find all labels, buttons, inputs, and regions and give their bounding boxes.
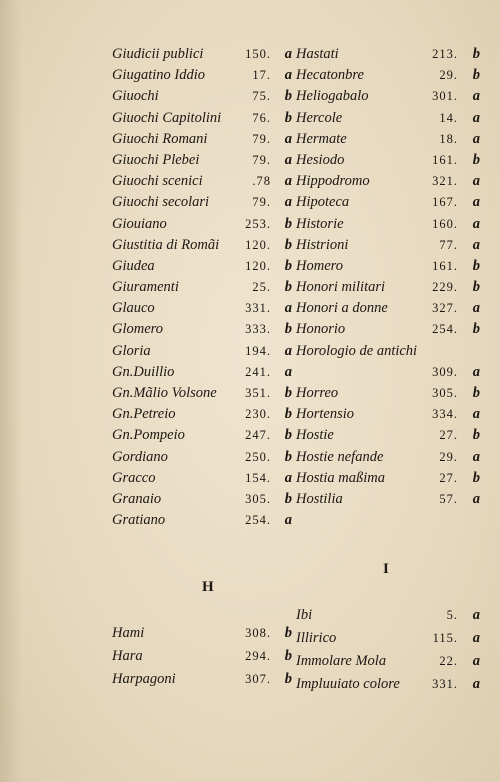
entry-column-letter: b — [472, 469, 480, 486]
entry-column-letter: b — [284, 279, 292, 296]
index-entry — [112, 468, 295, 489]
entry-term: Immolare Mola — [296, 653, 387, 669]
entry-column-letter: a — [284, 130, 292, 147]
index-entry — [296, 362, 482, 383]
entry-term: Impluuiato colore — [296, 676, 400, 692]
entry-term: Hostie — [296, 427, 334, 444]
entry-term: Honori a donne — [296, 300, 388, 317]
entry-page-number: 213. — [432, 47, 458, 61]
index-entry — [296, 341, 482, 362]
entry-term: Hami — [112, 625, 145, 641]
entry-column-letter: a — [284, 363, 292, 380]
entry-page-number: 25. — [252, 280, 271, 295]
entry-page-number: 331. — [432, 677, 458, 691]
entry-column-letter: b — [284, 109, 292, 126]
entry-page-number: 29. — [439, 68, 458, 83]
entry-term: Giuochi Plebei — [112, 151, 200, 168]
index-entry — [112, 447, 295, 468]
entry-column-letter: a — [284, 342, 292, 359]
index-entry — [296, 86, 482, 107]
index-entry — [296, 650, 482, 673]
entry-column-letter: b — [472, 279, 480, 296]
entry-page-number: 79. — [252, 131, 271, 146]
entry-column-letter: b — [284, 427, 292, 444]
index-entry — [296, 150, 482, 171]
entry-term: Giudicii publici — [112, 46, 204, 62]
entry-page-number: 27. — [439, 428, 458, 443]
entry-column-letter: b — [472, 151, 480, 168]
entry-page-number: 333. — [245, 322, 271, 337]
entry-term: Ibi — [296, 607, 313, 623]
entry-page-number: 294. — [245, 649, 271, 663]
entry-term: Heliogabalo — [296, 88, 369, 105]
entry-page-number: 331. — [245, 301, 271, 316]
index-entry — [112, 171, 295, 192]
entry-term: Gn.Petreio — [112, 406, 176, 423]
entry-column-letter: a — [472, 490, 480, 507]
index-entry — [296, 214, 482, 235]
entry-term: Gn.Duillio — [112, 363, 175, 380]
index-entry — [296, 627, 482, 650]
index-entry — [112, 510, 295, 531]
page-edge-shadow — [0, 0, 22, 782]
entry-column-letter: b — [284, 88, 292, 105]
index-entry — [296, 256, 482, 277]
entry-page-number: 305. — [245, 491, 271, 506]
entry-term: Giuochi Romani — [112, 130, 208, 147]
index-entry — [112, 44, 295, 65]
entry-page-number: 22. — [439, 654, 458, 668]
index-entry — [112, 645, 295, 668]
entry-page-number: 150. — [245, 47, 271, 61]
index-entry — [112, 341, 295, 362]
index-entry — [296, 468, 482, 489]
entry-page-number: 241. — [245, 364, 271, 379]
entry-page-number: 334. — [432, 407, 458, 422]
entry-term: Gratiano — [112, 512, 166, 529]
entry-column-letter: a — [472, 448, 480, 465]
entry-page-number: 120. — [245, 237, 271, 252]
index-entry — [296, 129, 482, 150]
entry-term: Illirico — [296, 630, 337, 646]
entry-term: Horologio de antichi — [296, 342, 418, 359]
entry-column-letter: b — [284, 490, 292, 507]
entry-column-letter: a — [284, 194, 292, 211]
index-entry — [112, 129, 295, 150]
entry-page-number: 57. — [439, 491, 458, 506]
index-entry — [112, 192, 295, 213]
entry-term: Giuochi — [112, 88, 159, 105]
entry-page-number: .78 — [252, 174, 271, 189]
entry-page-number: 305. — [432, 386, 458, 400]
index-entry — [112, 319, 295, 340]
index-entry — [112, 668, 295, 691]
index-entry — [296, 108, 482, 129]
entry-term: Giustitia di Romãi — [112, 236, 220, 253]
entry-page-number: 253. — [245, 216, 271, 231]
entry-page-number: 247. — [245, 428, 271, 443]
entry-column-letter: a — [472, 215, 480, 232]
entry-column-letter: a — [472, 607, 480, 623]
index-entry — [296, 298, 482, 319]
entry-column-letter: a — [472, 630, 480, 646]
entry-page-number: 161. — [432, 258, 458, 273]
entry-term: Hermate — [296, 130, 347, 147]
entry-term: Hostilia — [296, 490, 343, 507]
entry-column-letter: a — [284, 173, 292, 190]
entry-term: Gn.Mãlio Volsone — [112, 385, 217, 401]
entry-column-letter: a — [472, 88, 480, 105]
entry-page-number: 321. — [432, 174, 458, 189]
entry-page-number: 18. — [439, 131, 458, 146]
entry-page-number: 161. — [432, 152, 458, 167]
entry-term: Honorio — [296, 321, 346, 338]
index-entry — [112, 256, 295, 277]
entry-column-letter: a — [284, 67, 292, 84]
entry-column-letter: a — [472, 406, 480, 423]
index-entry — [296, 65, 482, 86]
entry-page-number: 301. — [432, 89, 458, 104]
entry-page-number: 167. — [432, 195, 458, 210]
entry-column-letter: a — [284, 151, 292, 168]
index-entry — [296, 383, 482, 404]
entry-page-number: 75. — [252, 89, 271, 104]
entry-column-letter: a — [284, 512, 292, 529]
h-index-column — [112, 622, 295, 691]
entry-page-number: 76. — [252, 110, 271, 125]
index-entry — [296, 192, 482, 213]
entry-column-letter: b — [472, 67, 480, 84]
entry-column-letter: a — [472, 676, 480, 692]
entry-page-number: 351. — [245, 386, 271, 400]
index-entry — [296, 319, 482, 340]
index-entry — [296, 44, 482, 65]
entry-page-number: 17. — [252, 68, 271, 83]
index-entry — [296, 425, 482, 446]
entry-term: Giuramenti — [112, 279, 179, 296]
entry-page-number: 308. — [245, 626, 271, 640]
entry-term: Gracco — [112, 469, 156, 486]
index-entry — [112, 362, 295, 383]
entry-term: Gn.Pompeio — [112, 427, 185, 444]
entry-term: Hortensio — [296, 406, 354, 423]
entry-column-letter: b — [284, 215, 292, 232]
entry-term: Hippodromo — [296, 173, 370, 190]
entry-column-letter: a — [284, 300, 292, 317]
entry-term: Giudea — [112, 257, 155, 274]
entry-term: Hesiodo — [296, 151, 345, 168]
entry-column-letter: a — [472, 194, 480, 211]
entry-column-letter: a — [284, 46, 292, 62]
entry-column-letter: b — [472, 427, 480, 444]
index-entry — [112, 404, 295, 425]
entry-column-letter: b — [472, 257, 480, 274]
entry-column-letter: a — [472, 130, 480, 147]
entry-page-number: 160. — [432, 216, 458, 231]
entry-column-letter: b — [284, 385, 292, 401]
entry-page-number: 327. — [432, 301, 458, 316]
entry-column-letter: b — [284, 671, 292, 687]
entry-page-number: 5. — [446, 608, 458, 622]
index-entry — [112, 383, 295, 404]
entry-column-letter: a — [472, 363, 480, 380]
entry-term: Hercole — [296, 109, 343, 126]
index-entry — [296, 404, 482, 425]
entry-term: Hastati — [296, 46, 339, 62]
entry-column-letter: b — [284, 448, 292, 465]
index-entry — [112, 108, 295, 129]
entry-term: Giuochi secolari — [112, 194, 210, 211]
entry-column-letter: a — [472, 173, 480, 190]
left-index-column — [112, 44, 295, 531]
index-entry — [296, 171, 482, 192]
entry-term: Histrioni — [296, 236, 349, 253]
right-index-column — [296, 44, 482, 510]
section-heading-i: I — [383, 561, 389, 577]
entry-page-number: 29. — [439, 449, 458, 464]
entry-page-number: 309. — [432, 364, 458, 379]
entry-term: Giuochi scenici — [112, 173, 203, 190]
entry-page-number: 307. — [245, 672, 271, 686]
index-entry — [296, 235, 482, 256]
index-entry — [112, 489, 295, 510]
entry-column-letter: b — [284, 321, 292, 338]
index-entry — [112, 622, 295, 645]
entry-column-letter: a — [284, 469, 292, 486]
entry-page-number: 230. — [245, 407, 271, 422]
entry-column-letter: b — [284, 406, 292, 423]
entry-term: Hipoteca — [296, 194, 350, 211]
entry-column-letter: a — [472, 653, 480, 669]
index-entry — [296, 673, 482, 696]
index-entry — [112, 277, 295, 298]
entry-page-number: 194. — [245, 343, 271, 358]
entry-page-number: 120. — [245, 258, 271, 273]
index-entry — [112, 214, 295, 235]
entry-term: Hara — [112, 648, 143, 664]
entry-term: Honori militari — [296, 279, 386, 296]
index-entry — [112, 298, 295, 319]
entry-term: Hecatonbre — [296, 67, 364, 84]
entry-term: Giugatino Iddio — [112, 67, 206, 84]
entry-term: Gordiano — [112, 448, 168, 465]
entry-page-number: 115. — [432, 631, 458, 645]
entry-column-letter: b — [284, 625, 292, 641]
index-entry — [112, 150, 295, 171]
entry-term: Harpagoni — [112, 671, 176, 687]
section-heading-h: H — [202, 579, 214, 595]
entry-page-number: 14. — [439, 110, 458, 125]
entry-page-number: 254. — [432, 322, 458, 337]
entry-column-letter: a — [472, 109, 480, 126]
index-entry — [112, 425, 295, 446]
entry-page-number: 79. — [252, 195, 271, 210]
entry-term: Giouiano — [112, 215, 167, 232]
entry-term: Glomero — [112, 321, 164, 338]
index-entry — [112, 86, 295, 107]
entry-term: Homero — [296, 257, 343, 274]
index-entry — [296, 604, 482, 627]
entry-page-number: 250. — [245, 449, 271, 464]
entry-page-number: 229. — [432, 280, 458, 295]
entry-term: Gloria — [112, 342, 151, 359]
entry-term: Glauco — [112, 300, 155, 317]
entry-term: Historie — [296, 215, 344, 232]
index-entry — [112, 235, 295, 256]
entry-column-letter: b — [284, 236, 292, 253]
entry-column-letter: b — [472, 321, 480, 338]
entry-term: Hostie nefande — [296, 448, 384, 465]
entry-column-letter: b — [284, 648, 292, 664]
entry-page-number: 79. — [252, 152, 271, 167]
entry-column-letter: a — [472, 300, 480, 317]
entry-page-number: 77. — [439, 237, 458, 252]
entry-column-letter: a — [472, 236, 480, 253]
entry-page-number: 254. — [245, 513, 271, 528]
entry-page-number: 27. — [439, 470, 458, 485]
entry-page-number: 154. — [245, 470, 271, 485]
entry-column-letter: b — [472, 46, 480, 62]
entry-column-letter: b — [472, 385, 480, 401]
index-entry — [296, 489, 482, 510]
entry-term: Giuochi Capitolini — [112, 109, 222, 126]
index-entry — [296, 277, 482, 298]
entry-term: Hostia maßima — [296, 469, 386, 486]
index-entry — [296, 447, 482, 468]
entry-term: Horreo — [296, 385, 339, 401]
index-entry — [112, 65, 295, 86]
i-index-column — [296, 604, 482, 696]
entry-term: Granaio — [112, 490, 162, 507]
entry-column-letter: b — [284, 257, 292, 274]
